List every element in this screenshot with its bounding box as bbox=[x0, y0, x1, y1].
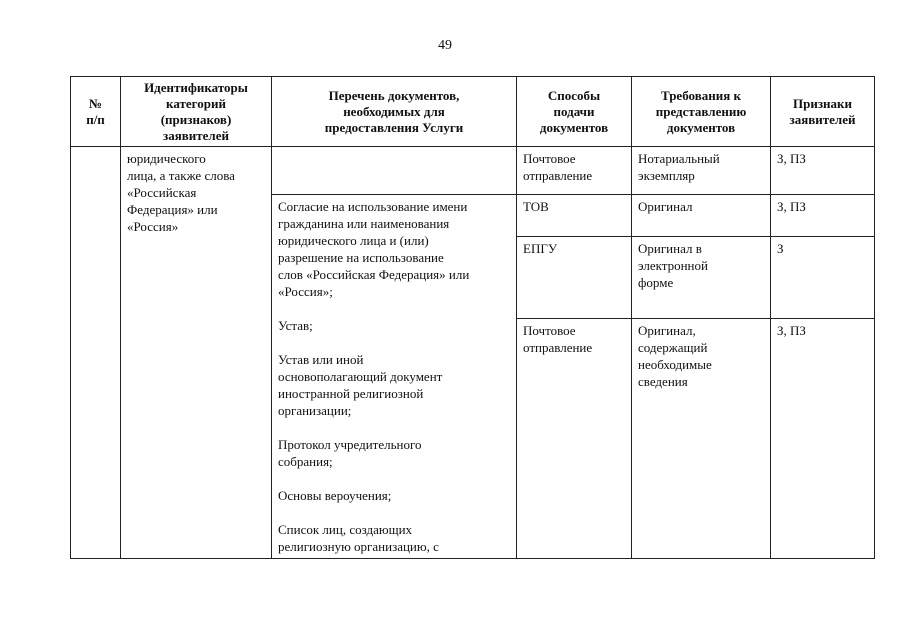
page-number: 49 bbox=[438, 38, 452, 53]
header-methods: Способы подачи документов bbox=[517, 77, 632, 147]
cell-method: ТОВ bbox=[517, 195, 632, 237]
cell-documents: Согласие на использование имени гражданина или наименования юридического лица и (или) разрешение на использование слов «Российская Федерация» или «Россия»; Устав; Устав или иной основополагающий документ иностранной религиозной организации; Протокол учредительного собрания; Основы вероучения; Список лиц, создающих религиозную организацию, с bbox=[272, 195, 517, 559]
cell-sign: З, ПЗ bbox=[771, 195, 875, 237]
cell-sign: З, ПЗ bbox=[771, 147, 875, 195]
header-number: № п/п bbox=[71, 77, 121, 147]
cell-requirement: Оригинал в электронной форме bbox=[632, 237, 771, 319]
cell-requirement: Оригинал bbox=[632, 195, 771, 237]
cell-number bbox=[71, 147, 121, 559]
table-row bbox=[71, 147, 875, 195]
cell-sign: З, ПЗ bbox=[771, 319, 875, 559]
header-signs: Признаки заявителей bbox=[771, 77, 875, 147]
cell-method: ЕПГУ bbox=[517, 237, 632, 319]
cell-requirement: Оригинал, содержащий необходимые сведения bbox=[632, 319, 771, 559]
services-table bbox=[70, 76, 875, 559]
cell-identifiers: юридического лица, а также слова «Российская Федерация» или «Россия» bbox=[121, 147, 272, 559]
header-requirements: Требования к представлению документов bbox=[632, 77, 771, 147]
header-identifiers: Идентификаторы категорий (признаков) заявителей bbox=[121, 77, 272, 147]
cell-requirement: Нотариальный экземпляр bbox=[632, 147, 771, 195]
table-header-row bbox=[71, 77, 875, 147]
cell-sign: З bbox=[771, 237, 875, 319]
header-documents: Перечень документов, необходимых для предоставления Услуги bbox=[272, 77, 517, 147]
cell-documents-empty bbox=[272, 147, 517, 195]
cell-method: Почтовое отправление bbox=[517, 147, 632, 195]
cell-method: Почтовое отправление bbox=[517, 319, 632, 559]
